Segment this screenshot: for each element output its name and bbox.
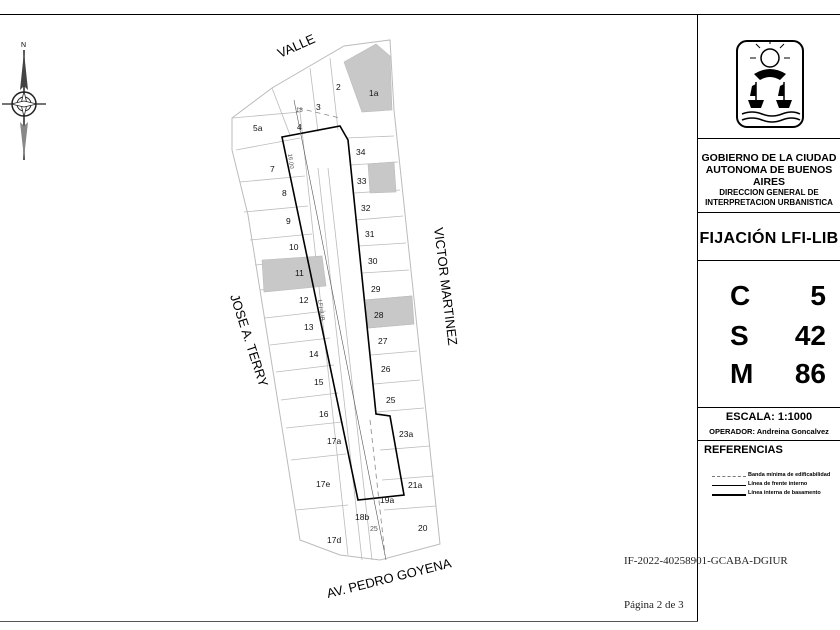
parcel-label: 26 bbox=[381, 364, 391, 374]
s-value: 42 bbox=[794, 320, 826, 351]
thin-line-swatch bbox=[712, 485, 746, 486]
m-label: M bbox=[730, 358, 754, 389]
dashed-line-swatch bbox=[712, 476, 746, 477]
operator-label: OPERADOR: bbox=[709, 427, 755, 436]
parcel-label: 7 bbox=[270, 164, 275, 174]
title-block-panel bbox=[698, 14, 840, 622]
parcel-label: 17e bbox=[316, 479, 331, 489]
parcel-1a-fill bbox=[344, 44, 392, 112]
parcel-label: 25 bbox=[386, 395, 396, 405]
parcel-label: 3 bbox=[316, 102, 321, 112]
parcel-label: 5a bbox=[253, 123, 263, 133]
city-coat-of-arms-icon bbox=[734, 38, 806, 130]
reference-item-thick bbox=[712, 490, 838, 500]
manzana-row bbox=[726, 358, 826, 392]
parcel-label: 2 bbox=[336, 82, 341, 92]
parcel-label: 17a bbox=[327, 436, 342, 446]
reference-label: Banda mínima de edificabilidad bbox=[748, 472, 831, 478]
panel-divider bbox=[698, 407, 840, 408]
parcel-label: 18b bbox=[355, 512, 370, 522]
parcel-label: 4 bbox=[297, 122, 302, 132]
dept-line2: INTERPRETACION URBANISTICA bbox=[705, 198, 833, 207]
parcel-label: 31 bbox=[365, 229, 375, 239]
parcel-label: 16 bbox=[319, 409, 329, 419]
scale-value: 1:1000 bbox=[777, 411, 813, 423]
parcel-label: 12 bbox=[299, 295, 309, 305]
parcel-label: 19a bbox=[380, 495, 395, 505]
operator-text bbox=[698, 427, 840, 436]
panel-divider bbox=[698, 260, 840, 261]
scale-text bbox=[698, 411, 840, 423]
parcel-label: 30 bbox=[368, 256, 378, 266]
street-valle-label: VALLE bbox=[275, 30, 318, 61]
c-label: C bbox=[730, 280, 751, 311]
parcel-label: 8 bbox=[282, 188, 287, 198]
panel-divider bbox=[698, 212, 840, 213]
compass-icon bbox=[2, 50, 46, 160]
parcel-label: 27 bbox=[378, 336, 388, 346]
parcel-label: 32 bbox=[361, 203, 371, 213]
parcel-label: 9 bbox=[286, 216, 291, 226]
thick-line-swatch bbox=[712, 494, 746, 496]
parcel-label: 15 bbox=[314, 377, 324, 387]
street-victor-martinez-label: VICTOR MARTINEZ bbox=[431, 226, 461, 347]
parcel-label: 34 bbox=[356, 147, 366, 157]
compass-north-label: N bbox=[21, 42, 27, 49]
parcel-label: 13 bbox=[304, 322, 314, 332]
parcel-label: 20 bbox=[418, 523, 428, 533]
street-pedro-goyena-label: AV. PEDRO GOYENA bbox=[325, 555, 453, 601]
scale-label: ESCALA: bbox=[725, 411, 775, 423]
parcel-11-fill bbox=[262, 256, 326, 292]
m-value: 86 bbox=[794, 358, 826, 389]
parcel-label: 14 bbox=[309, 349, 319, 359]
organization-block bbox=[698, 152, 840, 208]
lfi-label: LFI=LIB bbox=[316, 299, 325, 322]
dept-line1: DIRECCION GENERAL DE bbox=[719, 188, 819, 197]
panel-divider bbox=[698, 138, 840, 139]
sheet-title: FIJACIÓN LFI-LIB bbox=[699, 230, 839, 247]
parcel-label: 17d bbox=[327, 535, 342, 545]
reference-label: Línea de frente interno bbox=[748, 481, 808, 487]
parcel-label: 29 bbox=[371, 284, 381, 294]
org-line1: GOBIERNO DE LA CIUDAD bbox=[701, 152, 837, 164]
street-jose-terry-label: JOSE A. TERRY bbox=[227, 292, 272, 389]
document-id: IF-2022-40258901-GCABA-DGIUR bbox=[624, 555, 788, 567]
parcel-label: 1a bbox=[369, 88, 379, 98]
parcel-label: 21a bbox=[408, 480, 423, 490]
parcel-label: 33 bbox=[357, 176, 367, 186]
page-number: Página 2 de 3 bbox=[624, 599, 684, 611]
circunscripcion-row bbox=[726, 280, 826, 314]
operator-value: Andreina Goncalvez bbox=[756, 427, 829, 436]
dim-top-label: 18 bbox=[296, 108, 303, 114]
dim-bottom-label: 25 bbox=[370, 526, 378, 533]
references-title: REFERENCIAS bbox=[704, 444, 783, 456]
c-value: 5 bbox=[810, 280, 826, 311]
seccion-row bbox=[726, 320, 826, 354]
parcel-label: 11 bbox=[295, 268, 304, 278]
panel-divider bbox=[698, 440, 840, 441]
parcel-label: 10 bbox=[289, 242, 299, 252]
parcel-label: 23a bbox=[399, 429, 414, 439]
s-label: S bbox=[730, 320, 749, 351]
reference-label: Línea interna de basamento bbox=[748, 490, 821, 496]
dim-mid-label: 16.00 bbox=[286, 153, 295, 170]
parcel-33-fill bbox=[368, 162, 396, 193]
org-line2: AUTONOMA DE BUENOS AIRES bbox=[705, 164, 833, 188]
parcel-label: 28 bbox=[374, 310, 384, 320]
